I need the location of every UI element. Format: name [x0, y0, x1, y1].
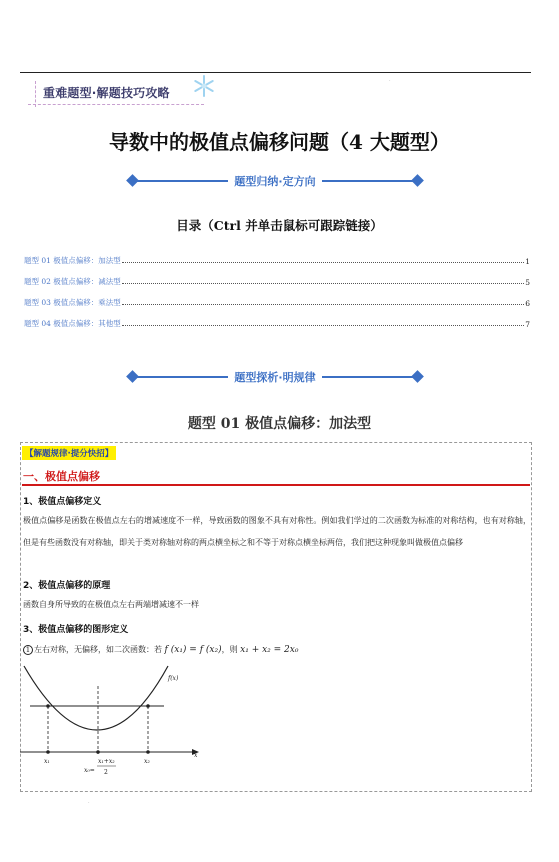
formula-equation-2: x₁ + x₂ = 2x₀	[240, 645, 299, 655]
subheading-3: 3、极值点偏移的图形定义	[23, 625, 129, 635]
section-label-1: 题型归纳·定方向	[228, 175, 321, 188]
toc-item-text[interactable]: 题型 04 极值点偏移：其他型	[24, 319, 121, 328]
tip-tag: 【解题规律·提分快招】	[22, 446, 116, 460]
toc-item-4[interactable]	[24, 308, 530, 329]
decoration-dot: ·	[389, 78, 391, 84]
subheading-2: 2、极值点偏移的原理	[23, 581, 111, 591]
toc-item-2[interactable]	[24, 266, 530, 287]
x-axis-label: x	[194, 752, 198, 759]
point-x0-axis	[96, 750, 100, 754]
decoration-dot: ·	[88, 800, 90, 806]
x1-label: x₁	[44, 758, 50, 765]
section-banner-1	[125, 172, 425, 190]
toc-item-text[interactable]: 题型 02 极值点偏移：减法型	[24, 277, 121, 286]
circled-number: 1	[23, 645, 33, 655]
toc-page-number: 5	[525, 278, 530, 287]
formula-line	[23, 644, 298, 655]
x0-label: x₀=	[84, 767, 95, 774]
snowflake-icon	[192, 74, 216, 98]
subheading-1: 1、极值点偏移定义	[23, 497, 102, 507]
section-banner-2	[125, 368, 425, 386]
page-title: 导数中的极值点偏移问题（4 大题型）	[109, 130, 450, 154]
type-heading: 题型 01 极值点偏移：加法型	[187, 416, 372, 432]
section-label-2: 题型探析·明规律	[228, 371, 321, 384]
toc-page-number: 6	[525, 299, 530, 308]
formula-connector: ，则	[221, 645, 238, 654]
point-x1-axis	[46, 750, 50, 754]
toc-item-text[interactable]: 题型 03 极值点偏移：乘法型	[24, 298, 121, 307]
parabola-curve	[24, 666, 168, 730]
paragraph-2: 函数自身所导致的在极值点左右两端增减速不一样	[23, 600, 199, 609]
point-x2-curve	[146, 704, 150, 708]
toc-item-1[interactable]	[24, 245, 530, 266]
toc-leader	[122, 262, 524, 263]
header-banner-text: 重难题型·解题技巧攻略	[43, 86, 170, 100]
toc-leader	[122, 304, 524, 305]
toc-item-3[interactable]	[24, 287, 530, 308]
point-x1-curve	[46, 704, 50, 708]
toc-page-number: 1	[525, 257, 530, 266]
x2-label: x₂	[144, 758, 150, 765]
formula-equation-1: f (x₁) = f (x₂)	[164, 645, 222, 655]
point-x2-axis	[146, 750, 150, 754]
formula-text: 左右对称，无偏移，如二次函数：若	[34, 645, 162, 654]
part-heading-rule	[22, 484, 530, 486]
table-of-contents	[24, 245, 530, 329]
header-rule	[20, 72, 531, 73]
curve-label: f(x)	[168, 675, 179, 682]
part-heading: 一、极值点偏移	[23, 470, 100, 483]
parabola-figure	[16, 660, 216, 782]
paragraph-1: 极值点偏移是函数在极值点左右的增减速度不一样，导致函数的图象不具有对称性。例如我们学过的二次函数为标准的对称结构，也有对称轴，但是有些函数没有对称轴，即关于类对称轴对称的两点横坐标之和不等于对称点横坐标两倍，我们把这种现象叫做极值点偏移	[23, 516, 531, 547]
fraction-denominator: 2	[104, 769, 108, 776]
toc-leader	[122, 325, 524, 326]
fraction-numerator: x₁+x₂	[98, 758, 115, 765]
toc-page-number: 7	[525, 320, 530, 329]
toc-title: 目录（Ctrl 并单击鼠标可跟踪链接）	[176, 218, 383, 233]
banner-horizontal-rule	[28, 104, 204, 105]
toc-leader	[122, 283, 524, 284]
toc-item-text[interactable]: 题型 01 极值点偏移：加法型	[24, 256, 121, 265]
